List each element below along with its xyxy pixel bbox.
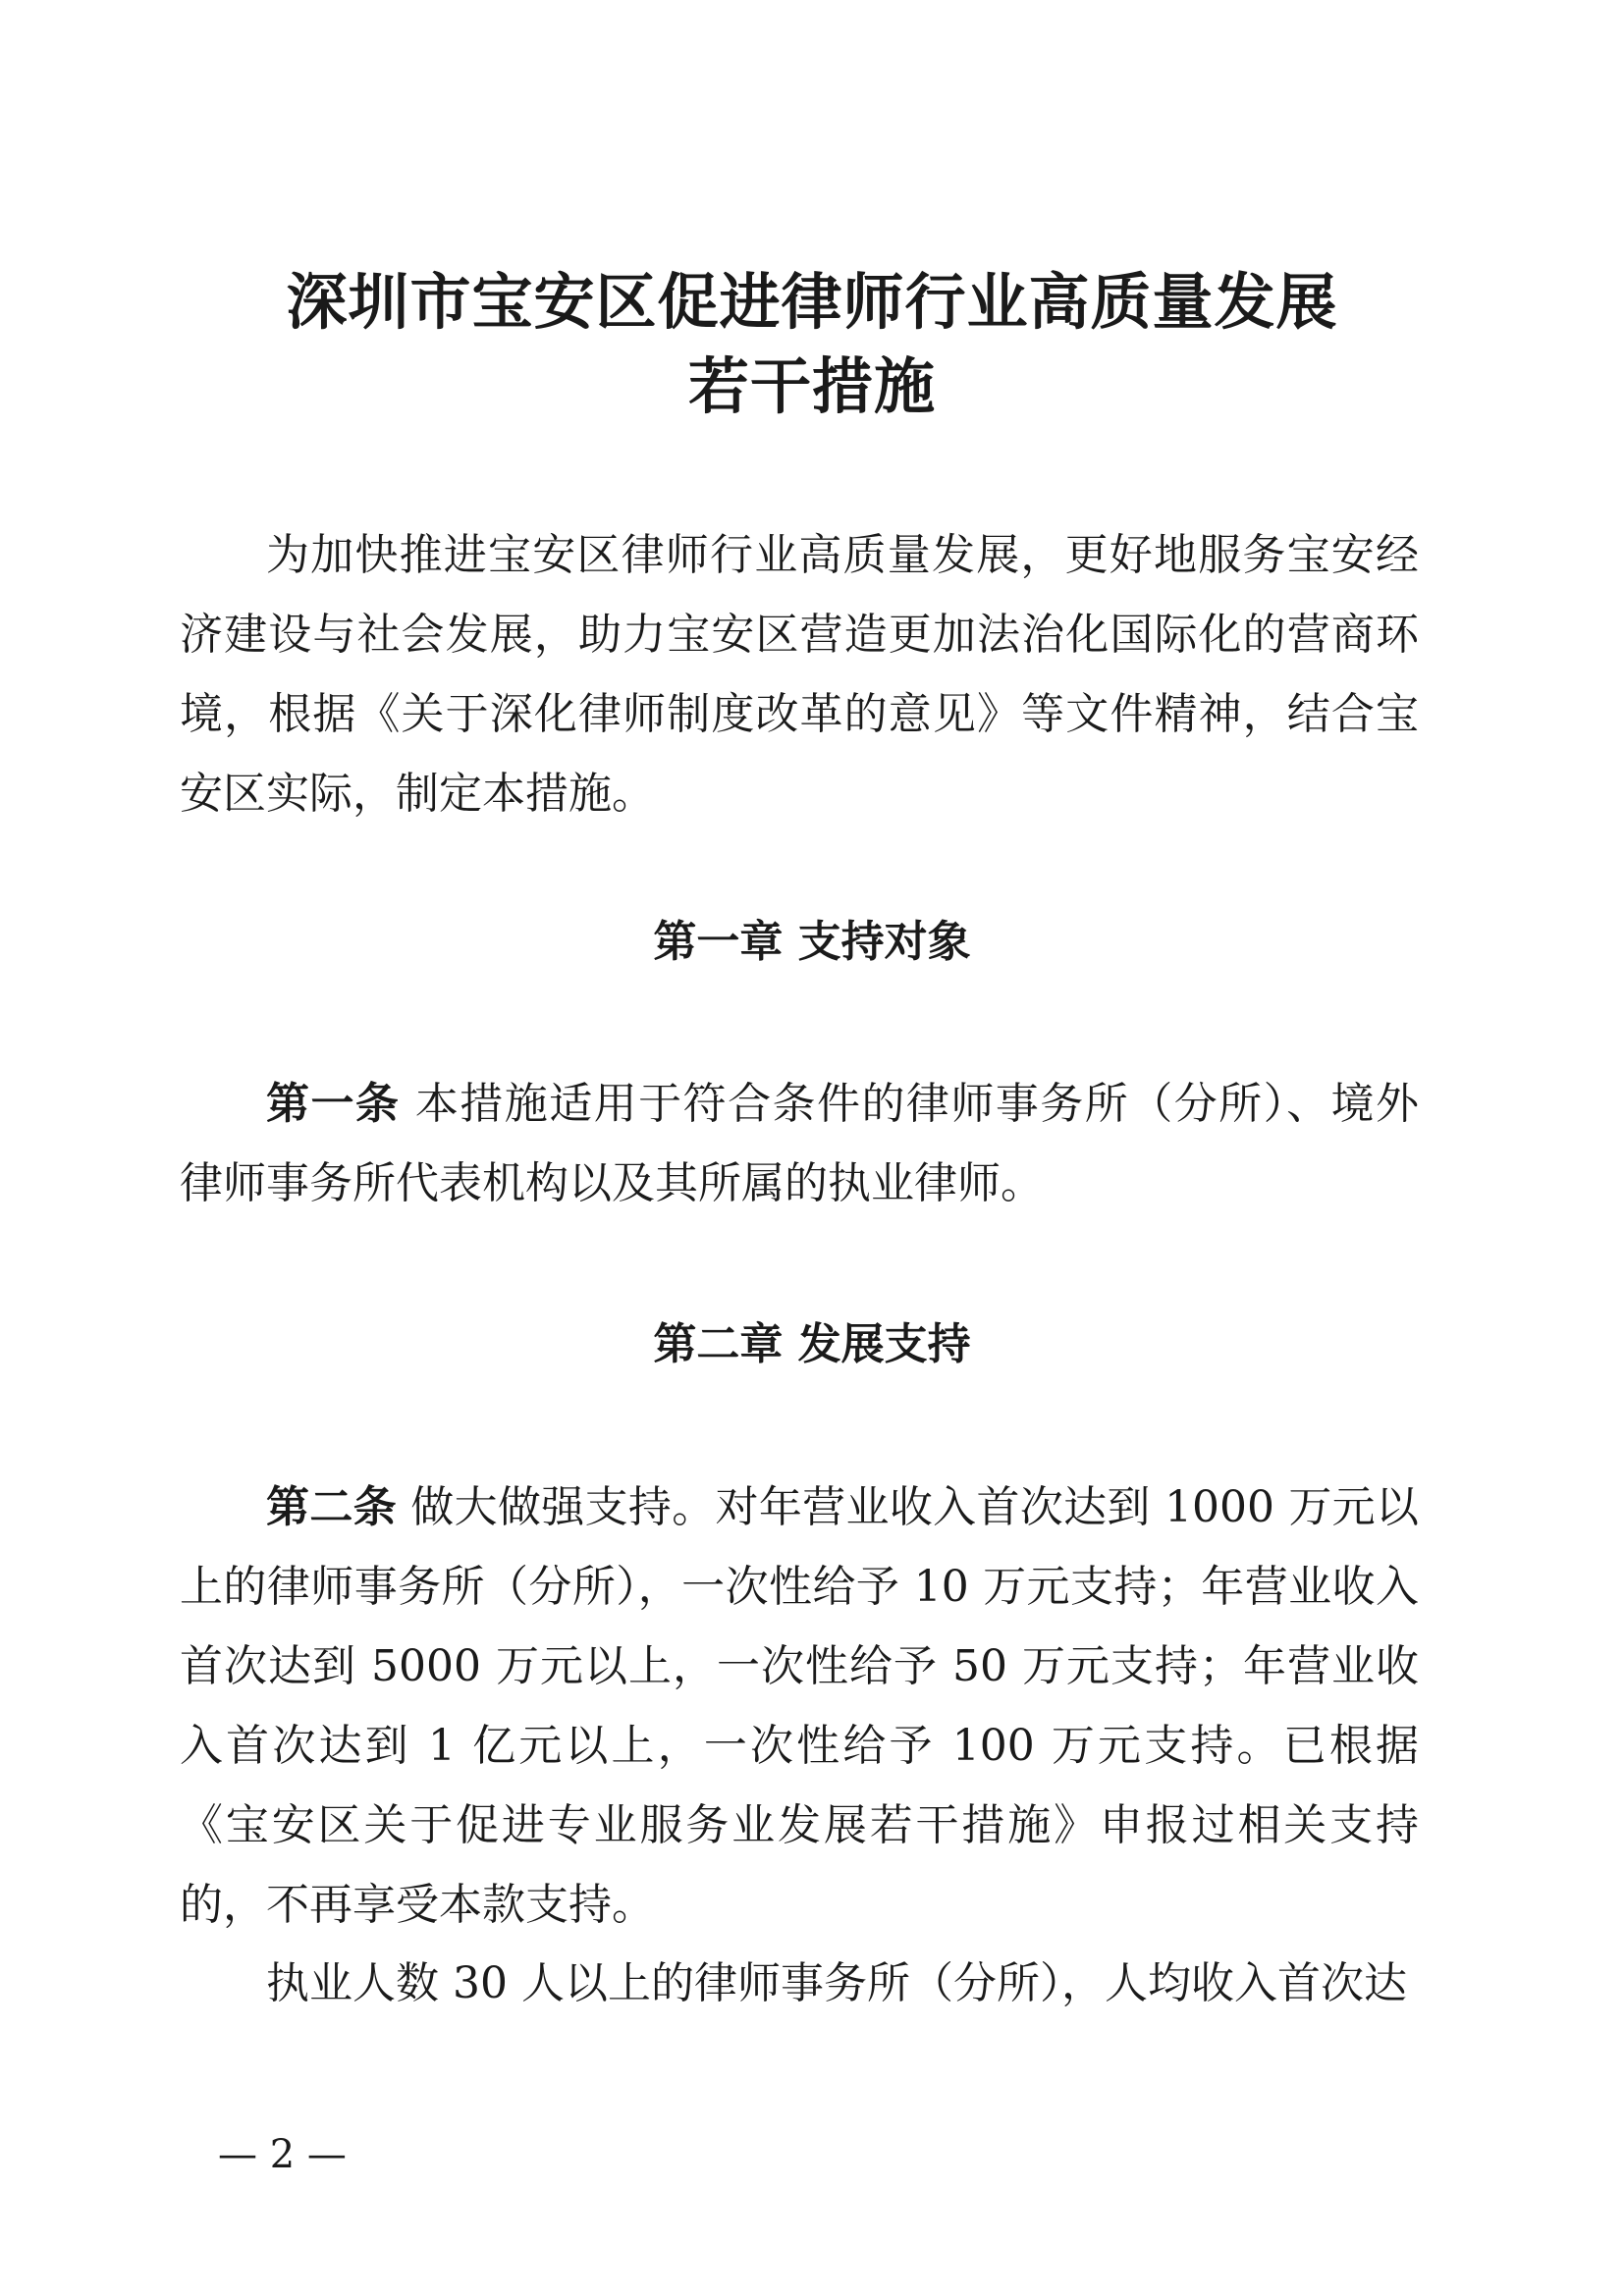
chapter-2-heading: 第二章 发展支持 [653,1319,971,1369]
page-number: — 2 — [218,2132,347,2177]
document-title-line-1: 深圳市宝安区促进律师行业高质量发展 [286,266,1338,338]
article-2-label: 第二条 [266,1482,397,1532]
article-2-second-paragraph: 执业人数 30 人以上的律师事务所（分所），人均收入首次达 [266,1958,1407,2008]
article-2-text: 做大做强支持。对年营业收入首次达到 1000 万元以上的律师事务所（分所），一次性给予 10 万元支持；年营业收入首次达到 5000 万元以上，一次性给予 50 万元支持；年营业收入首次达到 1 亿元以上，一次性给予 100 万元支持。已根据《宝安区关于促进专业服务业发展若干措施》申报过相关支持的，不再享受本款支持。 [180,1482,1419,1930]
article-1-paragraph [180,1064,1419,1223]
chapter-1-heading: 第一章 支持对象 [653,917,971,967]
article-2-paragraph [180,1468,1419,1945]
preamble-paragraph: 为加快推进宝安区律师行业高质量发展，更好地服务宝安经济建设与社会发展，助力宝安区营造更加法治化国际化的营商环境，根据《关于深化律师制度改革的意见》等文件精神，结合宝安区实际，制定本措施。 [180,530,1419,819]
article-1-label: 第一条 [266,1079,401,1129]
article-1-text: 本措施适用于符合条件的律师事务所（分所）、境外律师事务所代表机构以及其所属的执业律师。 [180,1079,1420,1208]
document-title-line-2: 若干措施 [687,350,936,422]
